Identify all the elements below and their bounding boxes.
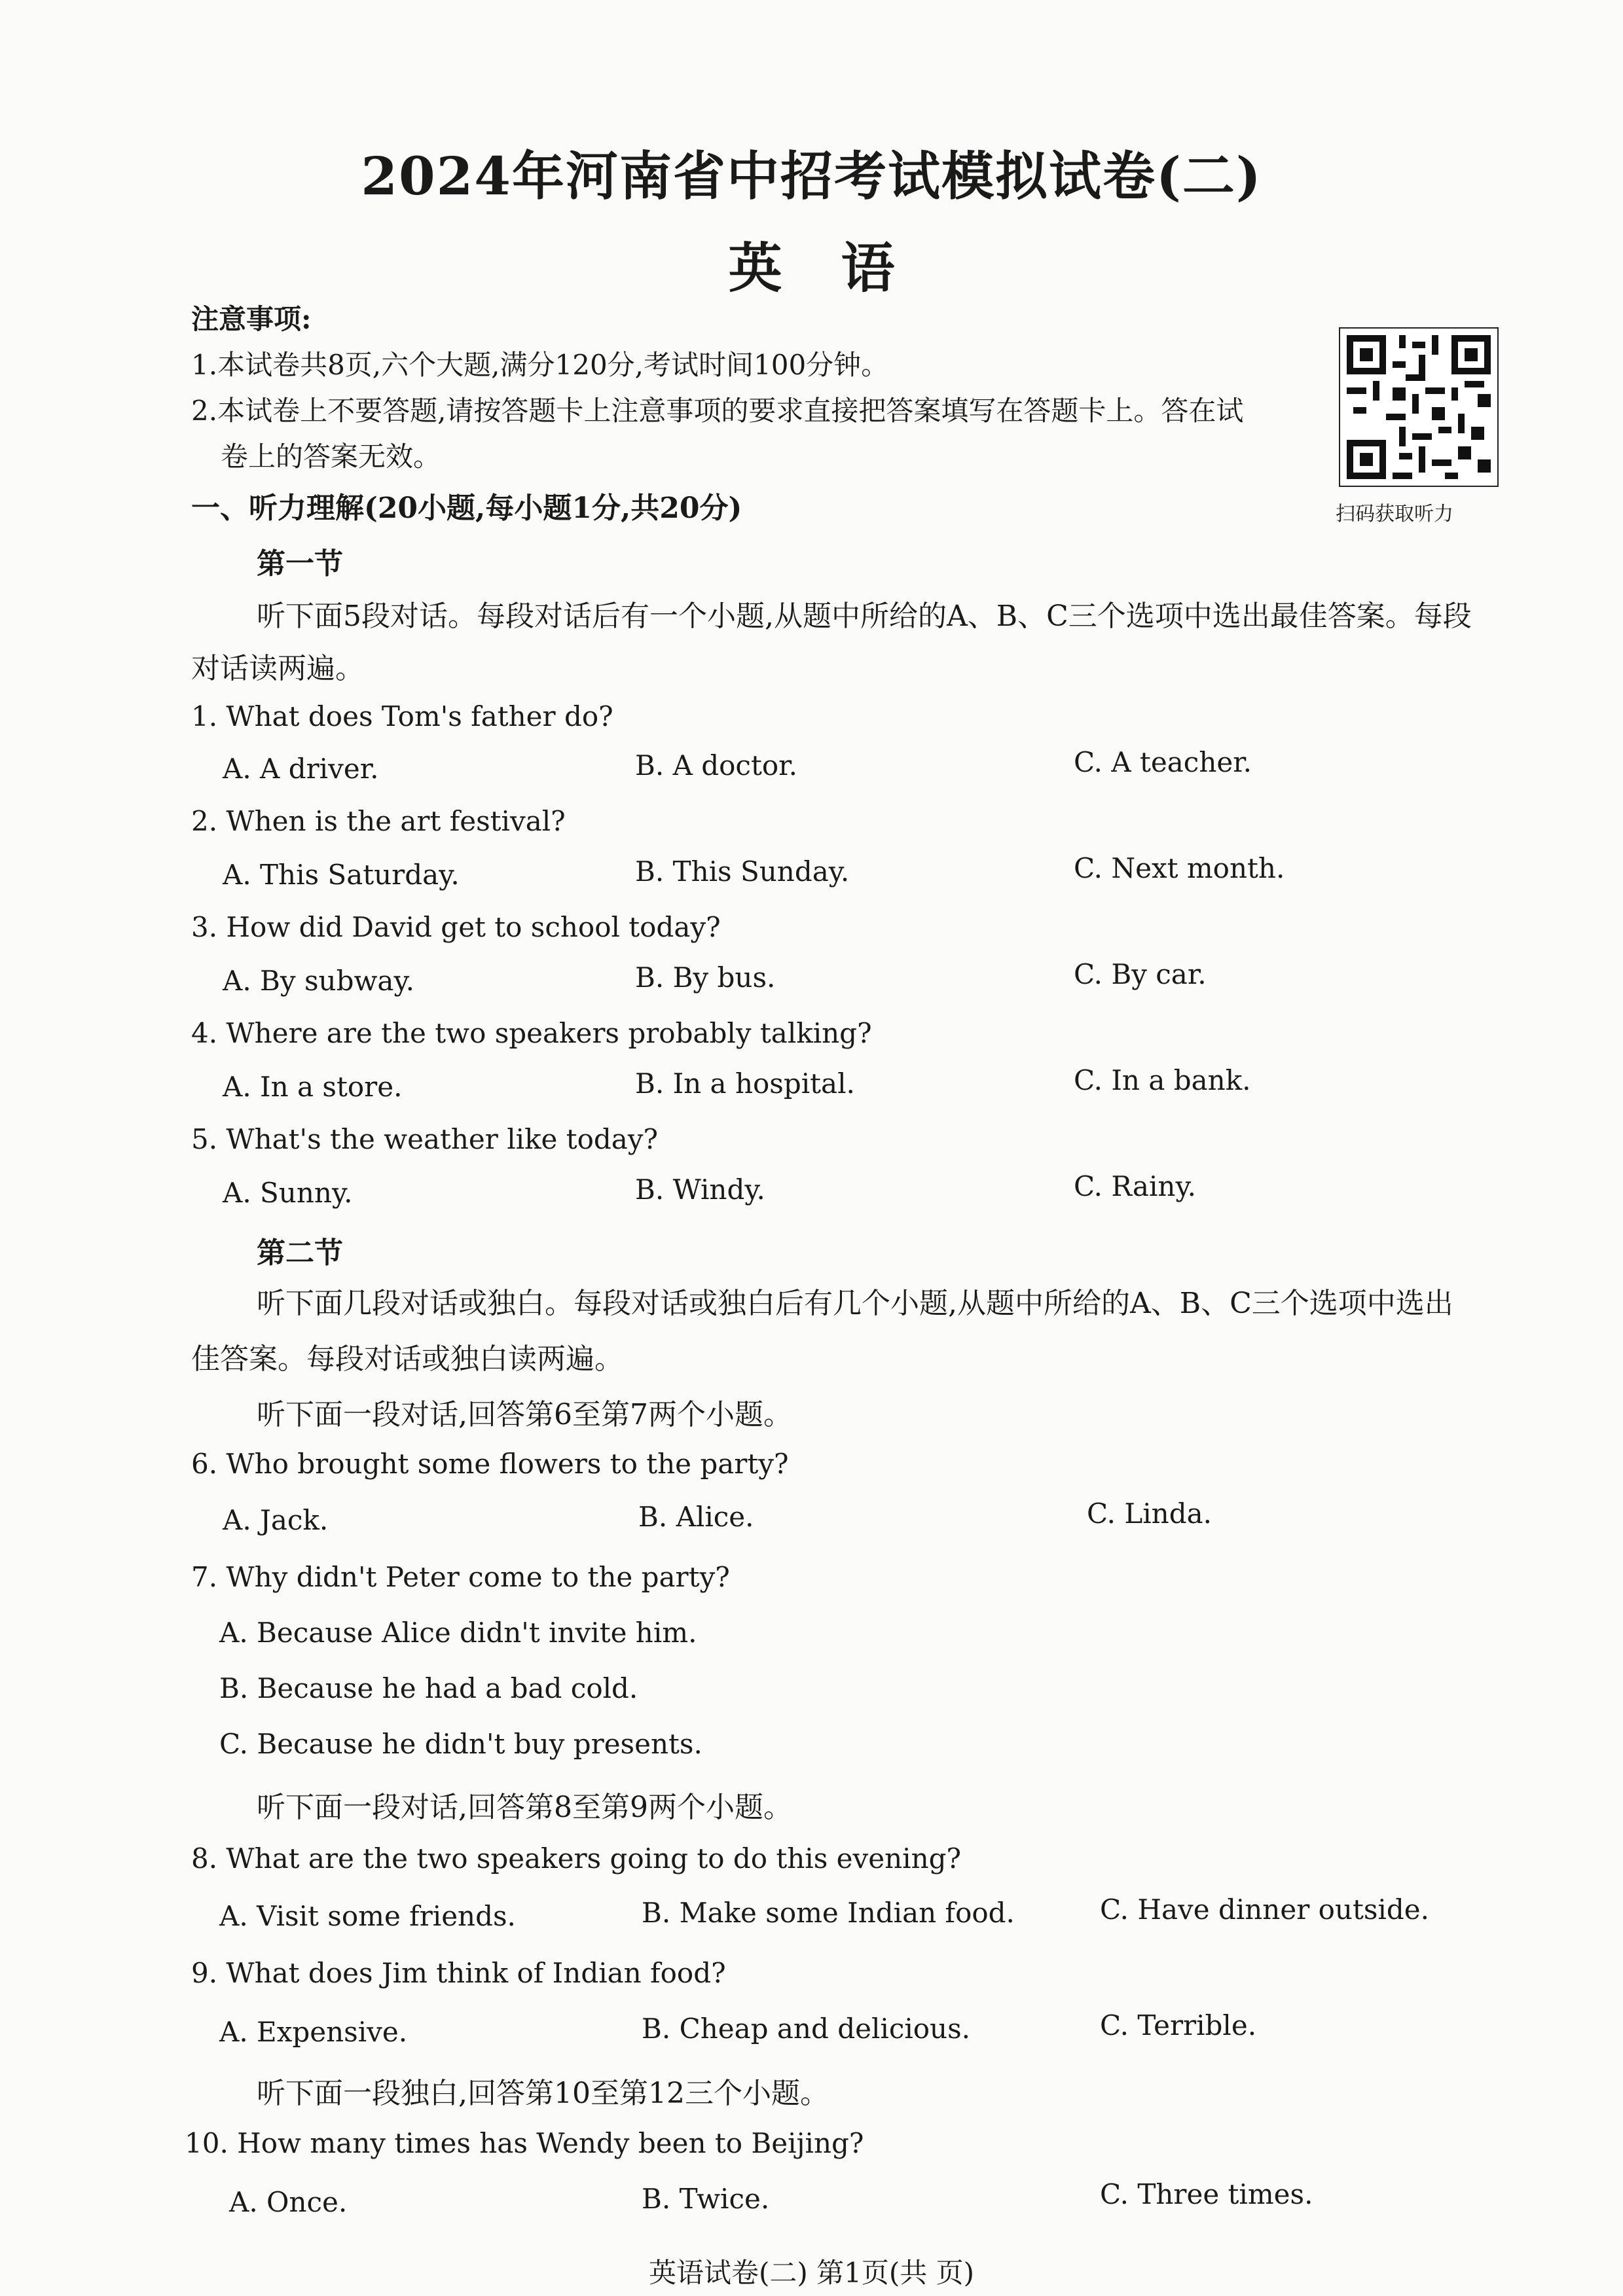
q7-option-b: B. Because he had a bad cold. [219,1672,638,1704]
q3-option-b: B. By bus. [635,961,776,994]
q10-option-c: C. Three times. [1100,2178,1313,2210]
q2-option-b: B. This Sunday. [635,855,850,888]
section-heading-listening: 一、听力理解(20小题,每小题1分,共20分) [191,492,742,525]
page-footer: 英语试卷(二) 第1页(共 页) [649,2257,974,2289]
q9-option-b: B. Cheap and delicious. [642,2013,971,2045]
q4-option-c: C. In a bank. [1074,1064,1251,1096]
q6-option-c: C. Linda. [1087,1498,1212,1530]
q8-option-a: A. Visit some friends. [219,1900,516,1932]
group-instruction-10-12: 听下面一段独白,回答第10至第12三个小题。 [257,2077,829,2110]
notice-item-3: 卷上的答案无效。 [221,440,441,473]
q1-option-b: B. A doctor. [635,749,797,781]
group-instruction-8-9: 听下面一段对话,回答第8至第9两个小题。 [257,1791,792,1824]
question-7: 7. Why didn't Peter come to the party? [191,1561,730,1593]
qr-code-icon [1340,329,1497,486]
question-6: 6. Who brought some flowers to the party? [191,1448,789,1480]
question-5: 5. What's the weather like today? [191,1123,659,1155]
qr-code-image [1339,327,1499,487]
q7-option-a: A. Because Alice didn't invite him. [219,1617,697,1649]
subject-title: 英语 [728,237,954,300]
q6-option-b: B. Alice. [638,1501,754,1533]
q6-option-a: A. Jack. [223,1504,329,1536]
q5-option-b: B. Windy. [635,1174,765,1206]
part2-instruction-cont: 佳答案。每段对话或独白读两遍。 [191,1342,623,1376]
q5-option-c: C. Rainy. [1074,1170,1196,1202]
q4-option-b: B. In a hospital. [635,1067,855,1100]
q3-option-c: C. By car. [1074,958,1207,990]
group-instruction-6-7: 听下面一段对话,回答第6至第7两个小题。 [257,1398,792,1431]
question-10: 10. How many times has Wendy been to Beijing? [185,2127,864,2159]
part1-instruction: 听下面5段对话。每段对话后有一个小题,从题中所给的A、B、C三个选项中选出最佳答案。每段 [257,600,1472,633]
q3-option-a: A. By subway. [223,965,414,997]
notice-item-2: 2.本试卷上不要答题,请按答题卡上注意事项的要求直接把答案填写在答题卡上。答在试 [191,395,1244,427]
q7-option-c: C. Because he didn't buy presents. [219,1728,702,1760]
q2-option-c: C. Next month. [1074,852,1285,884]
question-4: 4. Where are the two speakers probably talking? [191,1017,872,1049]
part2-label: 第二节 [257,1236,343,1270]
notice-item-1: 1.本试卷共8页,六个大题,满分120分,考试时间100分钟。 [191,349,889,381]
q10-option-b: B. Twice. [642,2183,770,2215]
qr-caption: 扫码获取听力 [1336,503,1453,526]
question-9: 9. What does Jim think of Indian food? [191,1957,726,1989]
question-3: 3. How did David get to school today? [191,911,721,943]
notice-heading: 注意事项: [191,303,312,335]
exam-title: 2024年河南省中招考试模拟试卷(二) [361,145,1262,207]
q8-option-c: C. Have dinner outside. [1100,1893,1429,1926]
q5-option-a: A. Sunny. [223,1177,353,1209]
part2-instruction: 听下面几段对话或独白。每段对话或独白后有几个小题,从题中所给的A、B、C三个选项中选出 [257,1287,1453,1320]
part1-label: 第一节 [257,547,343,581]
q9-option-a: A. Expensive. [219,2016,408,2048]
q1-option-a: A. A driver. [223,753,379,785]
q2-option-a: A. This Saturday. [223,859,460,891]
question-2: 2. When is the art festival? [191,805,566,837]
q1-option-c: C. A teacher. [1074,746,1252,778]
part1-instruction-cont: 对话读两遍。 [191,652,364,685]
question-1: 1. What does Tom's father do? [191,700,613,732]
q8-option-b: B. Make some Indian food. [642,1897,1015,1929]
question-8: 8. What are the two speakers going to do this evening? [191,1842,962,1874]
q4-option-a: A. In a store. [223,1071,403,1103]
q10-option-a: A. Once. [229,2186,348,2218]
q9-option-c: C. Terrible. [1100,2009,1257,2041]
